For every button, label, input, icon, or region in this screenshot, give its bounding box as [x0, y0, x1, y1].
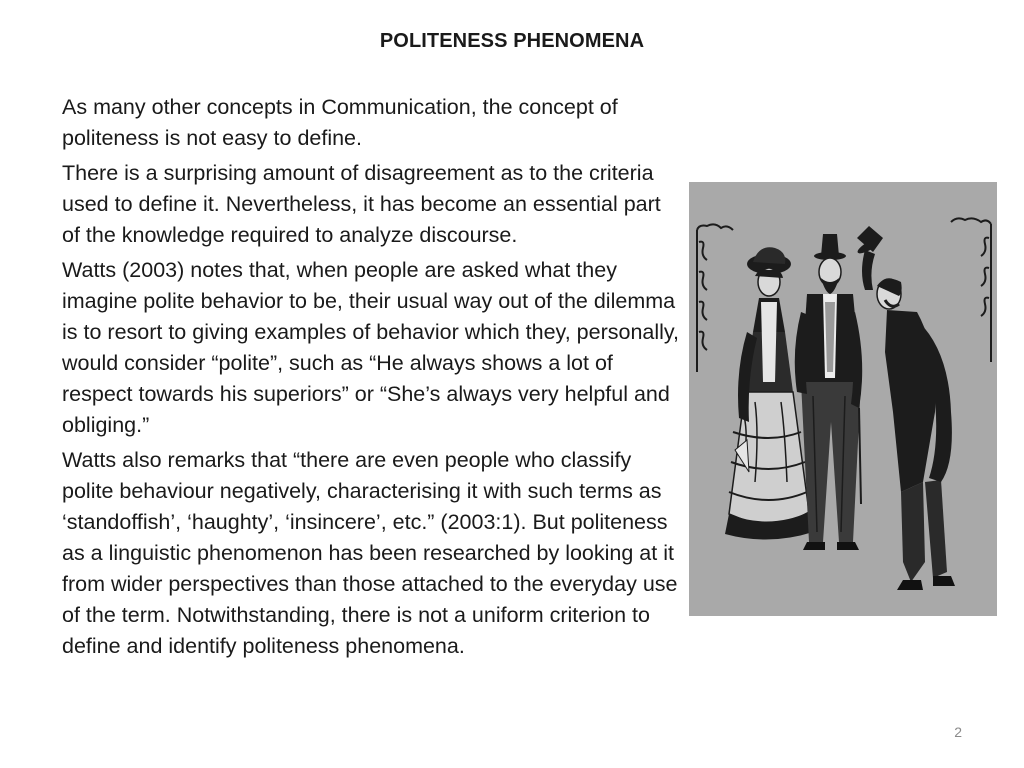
- paragraph-2: There is a surprising amount of disagreement as to the criteria used to define it. Nevertheless, it has become an essential part of the knowledge required to analyze discourse.: [62, 161, 661, 247]
- paragraph-3: Watts (2003) notes that, when people are asked what they imagine polite behavior to be, their usual way out of the dilemma is to resort to giving examples of behavior which they, personally, would consider “polite”, such as “He always shows a lot of respect towards his superiors” or “She’s always very helpful and obliging.”: [62, 258, 680, 437]
- paragraph-1: As many other concepts in Communication, the concept of politeness is not easy to define.: [62, 95, 618, 150]
- victorian-illustration: [689, 182, 997, 616]
- paragraph-4: Watts also remarks that “there are even people who classify polite behaviour negatively, characterising it with such terms as ‘standoffish’, ‘haughty’, ‘insincere’, etc.” (2003:1). But politeness as a linguistic phenomenon has been researched by looking at it from wider perspectives than those attached to the everyday use of the term. Notwithstanding, there is not a uniform criterion to define and identify politeness phenomena.: [62, 448, 678, 658]
- slide-title: POLITENESS PHENOMENA: [379, 30, 645, 52]
- page-number: 2: [954, 724, 962, 740]
- body-text: [62, 92, 680, 666]
